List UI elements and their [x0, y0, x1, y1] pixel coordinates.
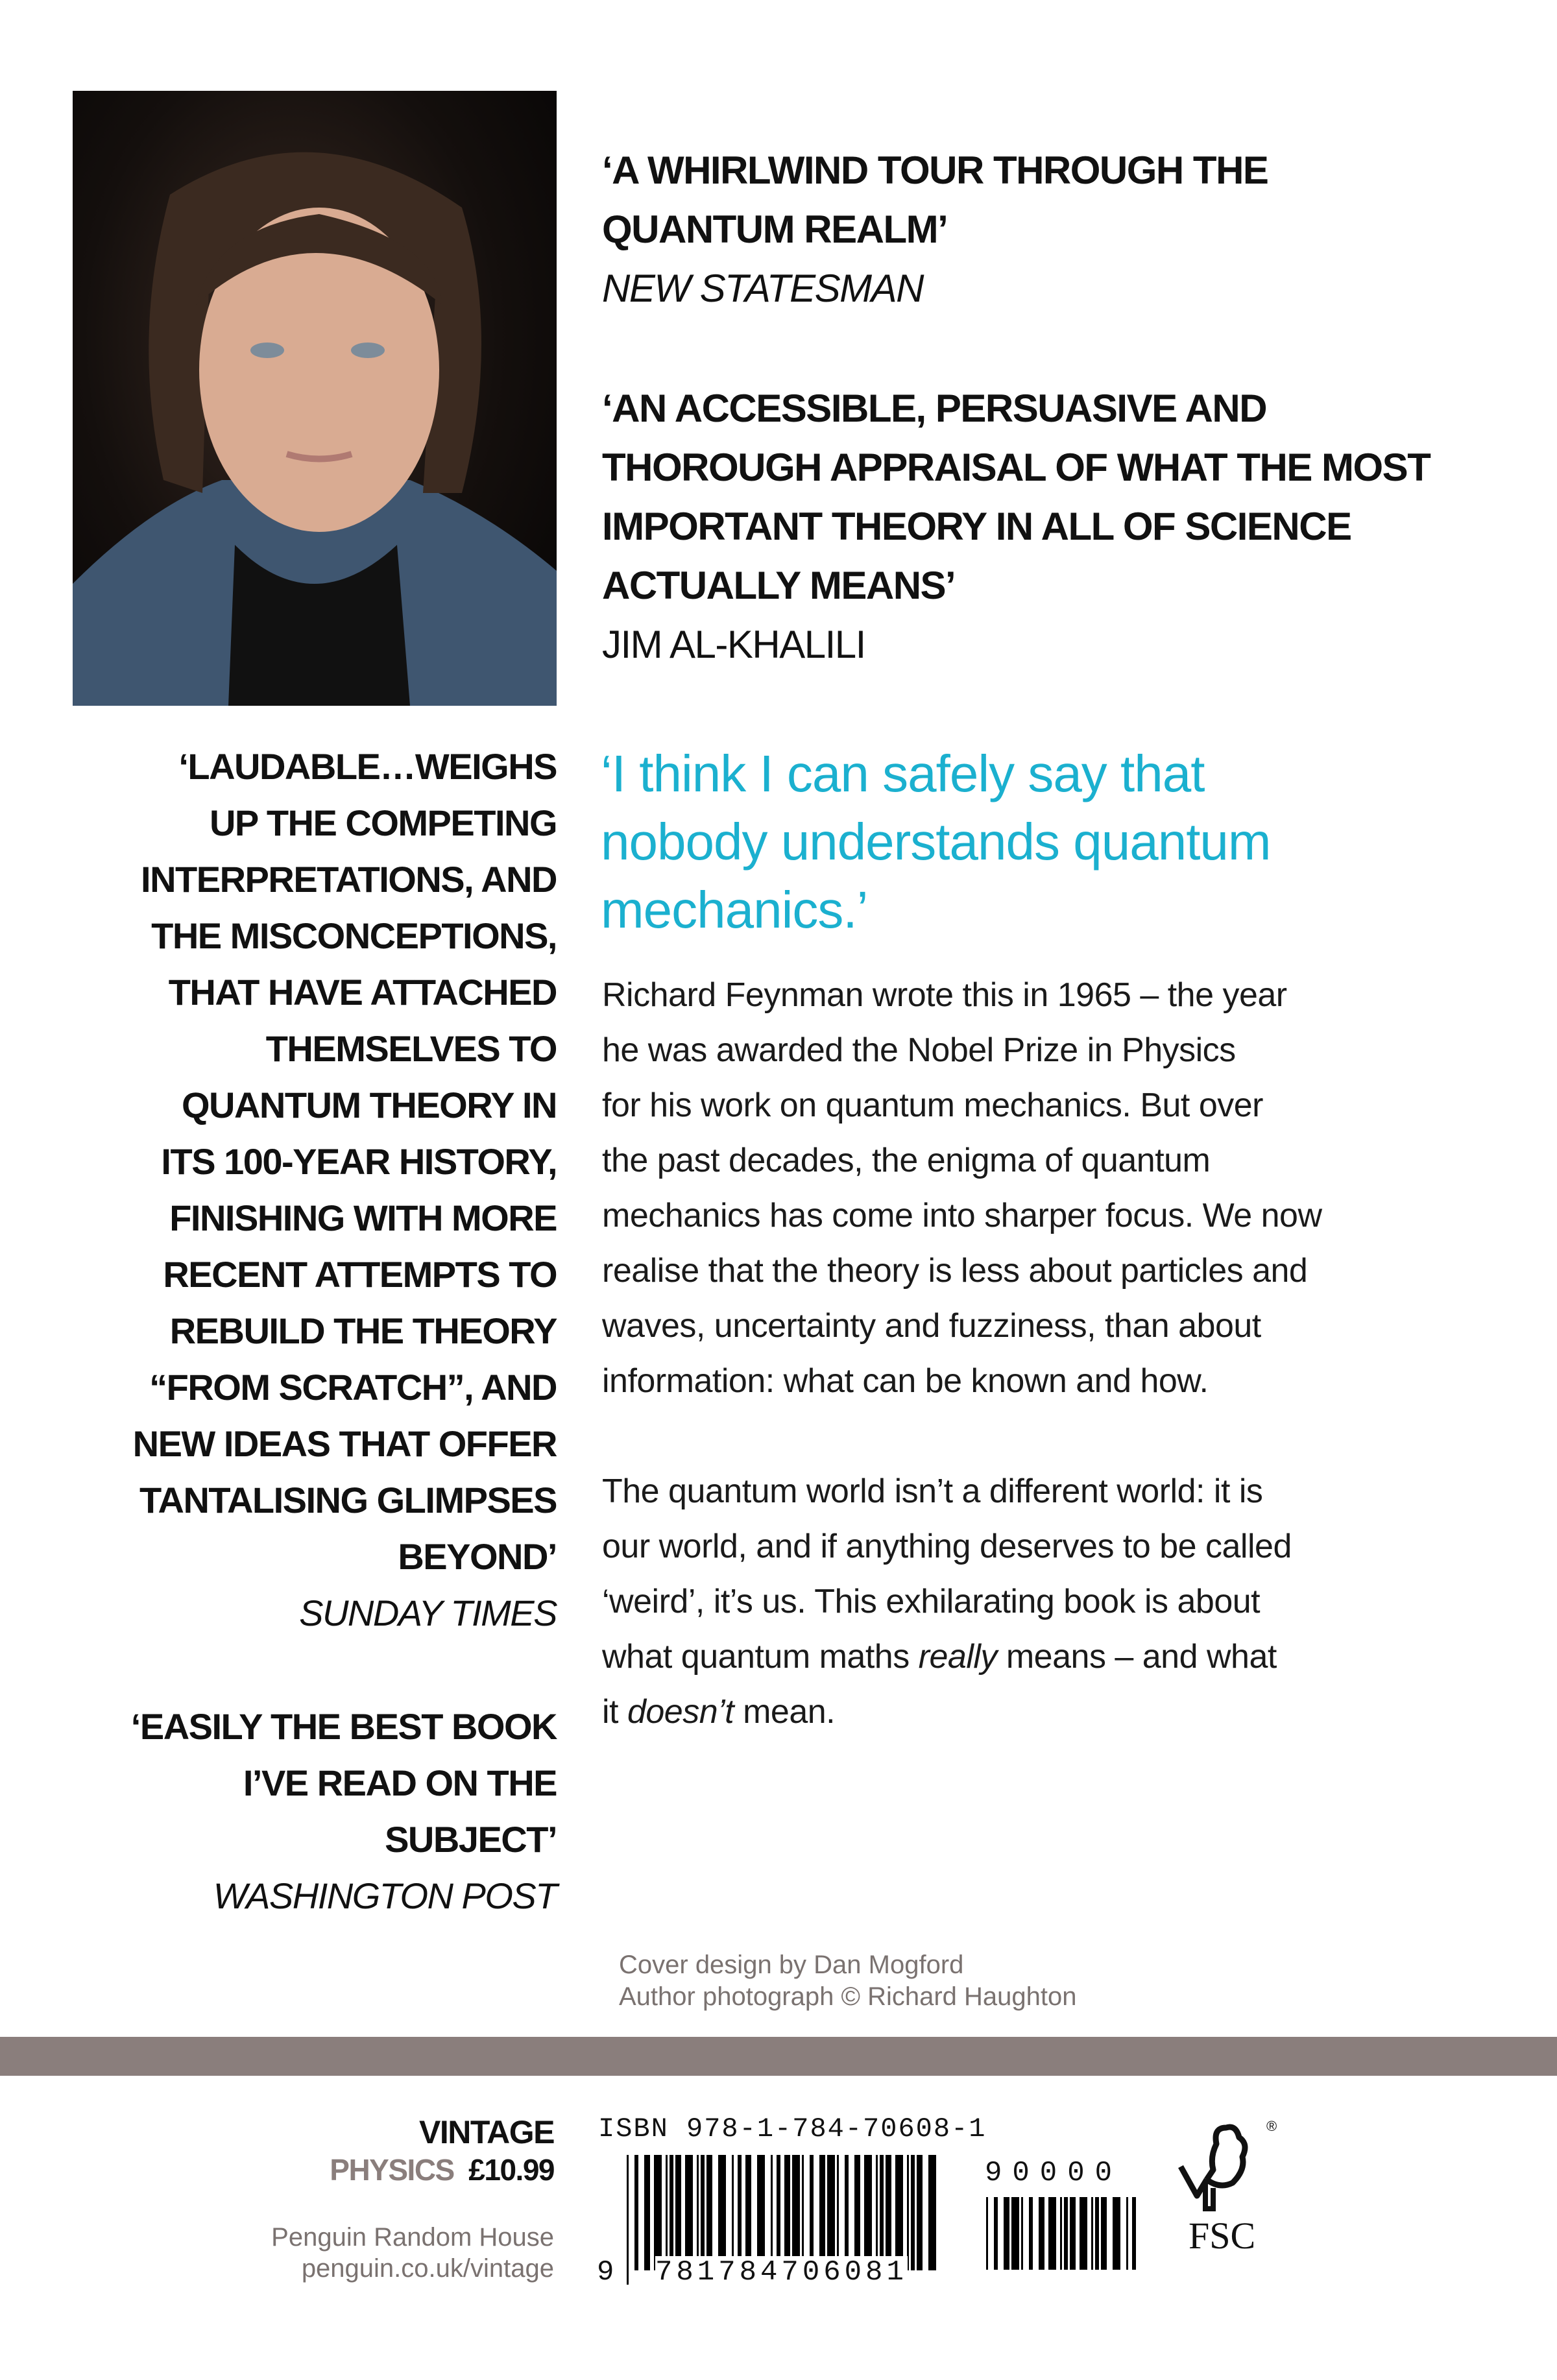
- barcode-bar: [771, 2155, 773, 2270]
- photo-credit: Author photograph © Richard Haughton: [619, 1982, 1077, 2011]
- review-sunday-times: [133, 738, 557, 1641]
- barcode-bar: [654, 2155, 662, 2270]
- barcode-bar: [757, 2155, 765, 2270]
- barcode-bar: [1011, 2197, 1019, 2270]
- review-text: ‘LAUDABLE…WEIGHS: [178, 746, 557, 787]
- barcode-addon: [986, 2197, 1139, 2284]
- publisher-website: penguin.co.uk/vintage: [301, 2254, 554, 2283]
- review-text: ‘EASILY THE BEST BOOK: [130, 1706, 557, 1747]
- category: PHYSICS: [330, 2153, 454, 2187]
- publisher-info: [271, 2222, 554, 2284]
- pull-quote-line: nobody understands quantum: [601, 813, 1271, 871]
- barcode-bar: [907, 2155, 909, 2270]
- blurb-text: it: [602, 1693, 627, 1731]
- review-text: “FROM SCRATCH”, AND: [149, 1367, 557, 1408]
- review-text: IMPORTANT THEORY IN ALL OF SCIENCE: [602, 505, 1351, 548]
- blurb-paragraph-2: [602, 1464, 1292, 1740]
- review-text: BEYOND’: [398, 1536, 557, 1577]
- blurb-line: he was awarded the Nobel Prize in Physics: [602, 1031, 1236, 1069]
- pull-quote-line: mechanics.’: [601, 881, 868, 939]
- blurb-paragraph-1: [602, 968, 1322, 1409]
- barcode-bar: [837, 2155, 839, 2270]
- review-text: THAT HAVE ATTACHED: [168, 972, 557, 1013]
- review-text: QUANTUM THEORY IN: [181, 1085, 557, 1125]
- barcode-bar: [928, 2155, 936, 2270]
- barcode-bar: [675, 2155, 681, 2270]
- barcode-bar: [1091, 2197, 1093, 2270]
- registered-mark: ®: [1266, 2118, 1277, 2134]
- barcode-bar: [777, 2155, 780, 2270]
- isbn-label: ISBN 978-1-784-70608-1: [598, 2113, 987, 2145]
- cover-design-credit: Cover design by Dan Mogford: [619, 1951, 964, 1979]
- barcode-bar: [994, 2197, 998, 2270]
- barcode-bar: [706, 2155, 712, 2270]
- barcode-bar: [697, 2155, 699, 2270]
- barcode-bar: [880, 2155, 884, 2270]
- review-source: WASHINGTON POST: [213, 1875, 557, 1916]
- review-new-statesman: [602, 141, 1268, 318]
- blurb-line: Richard Feynman wrote this in 1965 – the year: [602, 976, 1287, 1014]
- review-source: SUNDAY TIMES: [299, 1593, 557, 1633]
- barcode-bar: [1126, 2197, 1128, 2270]
- barcode-bar: [1101, 2197, 1107, 2270]
- review-jim-al-khalili: [602, 379, 1430, 674]
- review-text: UP THE COMPETING: [209, 802, 557, 843]
- barcode-bar: [1004, 2197, 1009, 2270]
- blurb-line: mechanics has come into sharper focus. We now: [602, 1197, 1322, 1234]
- review-text: REBUILD THE THEORY: [169, 1310, 557, 1351]
- review-text: SUBJECT’: [385, 1819, 557, 1860]
- barcode-bar: [732, 2155, 734, 2270]
- blurb-emphasis: really: [918, 1638, 997, 1676]
- fsc-label: FSC: [1189, 2215, 1256, 2257]
- footer-band: [0, 2037, 1557, 2076]
- barcode-bar: [876, 2155, 878, 2270]
- barcode-bar: [1080, 2197, 1087, 2270]
- review-text: NEW IDEAS THAT OFFER: [132, 1423, 557, 1464]
- barcode-bar: [1029, 2197, 1033, 2270]
- barcode-bar: [986, 2197, 988, 2270]
- author-photo: [73, 91, 557, 706]
- review-text: I’VE READ ON THE: [243, 1762, 557, 1803]
- barcode-bar: [792, 2155, 800, 2270]
- barcode-bar: [911, 2155, 915, 2270]
- blurb-text: what quantum maths: [602, 1638, 919, 1676]
- barcode-bar: [1095, 2197, 1099, 2270]
- blurb-line: [602, 1629, 1292, 1685]
- review-text: THEMSELVES TO: [265, 1028, 557, 1069]
- blurb-line: realise that the theory is less about particles and: [602, 1252, 1308, 1290]
- barcode-addon-digits: 90000: [985, 2157, 1123, 2189]
- review-text: ‘AN ACCESSIBLE, PERSUASIVE AND: [602, 387, 1267, 430]
- review-text: INTERPRETATIONS, AND: [141, 859, 557, 900]
- barcode-bar: [627, 2155, 629, 2285]
- blurb-emphasis: doesn’t: [627, 1693, 734, 1731]
- pull-quote-line: ‘I think I can safely say that: [601, 745, 1205, 802]
- barcode-bar: [1021, 2197, 1023, 2270]
- blurb-line: our world, and if anything deserves to be called: [602, 1528, 1292, 1565]
- barcode-bar: [670, 2155, 673, 2270]
- barcode-bar: [802, 2155, 804, 2270]
- feynman-pull-quote: [601, 739, 1271, 944]
- barcode-bar: [895, 2155, 903, 2270]
- category-price: [330, 2152, 554, 2187]
- review-text: TANTALISING GLIMPSES: [139, 1480, 557, 1521]
- barcode-bar: [1113, 2197, 1120, 2270]
- fsc-logo: [1174, 2118, 1291, 2261]
- review-source: JIM AL-KHALILI: [602, 623, 865, 666]
- barcode-bar: [864, 2155, 872, 2270]
- blurb-line: for his work on quantum mechanics. But over: [602, 1087, 1263, 1124]
- blurb-line: the past decades, the enigma of quantum: [602, 1142, 1211, 1179]
- review-text: ACTUALLY MEANS’: [602, 564, 956, 607]
- barcode-bar: [1132, 2197, 1136, 2270]
- blurb-text: means – and what: [996, 1638, 1277, 1676]
- barcode-bar: [1060, 2197, 1062, 2270]
- barcode-bar: [685, 2155, 693, 2270]
- price: £10.99: [468, 2153, 554, 2187]
- barcode-bar: [634, 2155, 638, 2270]
- barcode-bar: [1048, 2197, 1056, 2270]
- review-text: QUANTUM REALM’: [602, 208, 948, 251]
- barcode-bar: [718, 2155, 726, 2270]
- barcode-bar: [810, 2155, 814, 2270]
- barcode-bar: [701, 2155, 705, 2270]
- blurb-line: The quantum world isn’t a different world: it is: [602, 1472, 1263, 1510]
- barcode-bar: [644, 2155, 650, 2270]
- barcode-bar: [1070, 2197, 1076, 2270]
- barcode-bar: [738, 2155, 742, 2270]
- barcode-bar: [827, 2155, 835, 2270]
- barcode-bar: [917, 2155, 923, 2270]
- barcode-bar: [819, 2155, 825, 2270]
- review-text: ‘A WHIRLWIND TOUR THROUGH THE: [602, 149, 1268, 192]
- barcode-bar: [1064, 2197, 1068, 2270]
- imprint-name: VINTAGE: [418, 2114, 554, 2150]
- blurb-line: ‘weird’, it’s us. This exhilarating book is about: [602, 1583, 1261, 1620]
- blurb-line: information: what can be known and how.: [602, 1362, 1209, 1400]
- review-text: ITS 100-YEAR HISTORY,: [161, 1141, 557, 1182]
- barcode-digits: 781784706081: [655, 2256, 908, 2289]
- barcode-bar: [1039, 2197, 1044, 2270]
- review-text: THE MISCONCEPTIONS,: [151, 915, 557, 956]
- review-text: FINISHING WITH MORE: [169, 1197, 557, 1238]
- publisher-name: Penguin Random House: [271, 2223, 554, 2252]
- review-text: THOROUGH APPRAISAL OF WHAT THE MOST: [602, 446, 1430, 489]
- review-washington-post: [131, 1698, 557, 1924]
- barcode-bar: [854, 2155, 860, 2270]
- blurb-text: mean.: [734, 1693, 836, 1731]
- barcode-lead-digit: 9: [597, 2256, 614, 2289]
- review-text: RECENT ATTEMPTS TO: [163, 1254, 557, 1295]
- blurb-line: waves, uncertainty and fuzziness, than about: [602, 1307, 1261, 1345]
- barcode-bar: [745, 2155, 751, 2270]
- author-portrait-image: [73, 91, 557, 706]
- credits: [619, 1949, 1077, 2013]
- blurb-line: [602, 1685, 1292, 1740]
- review-source: NEW STATESMAN: [602, 267, 923, 310]
- barcode-bar: [845, 2155, 849, 2270]
- barcode-bar: [666, 2155, 668, 2270]
- barcode-bar: [886, 2155, 891, 2270]
